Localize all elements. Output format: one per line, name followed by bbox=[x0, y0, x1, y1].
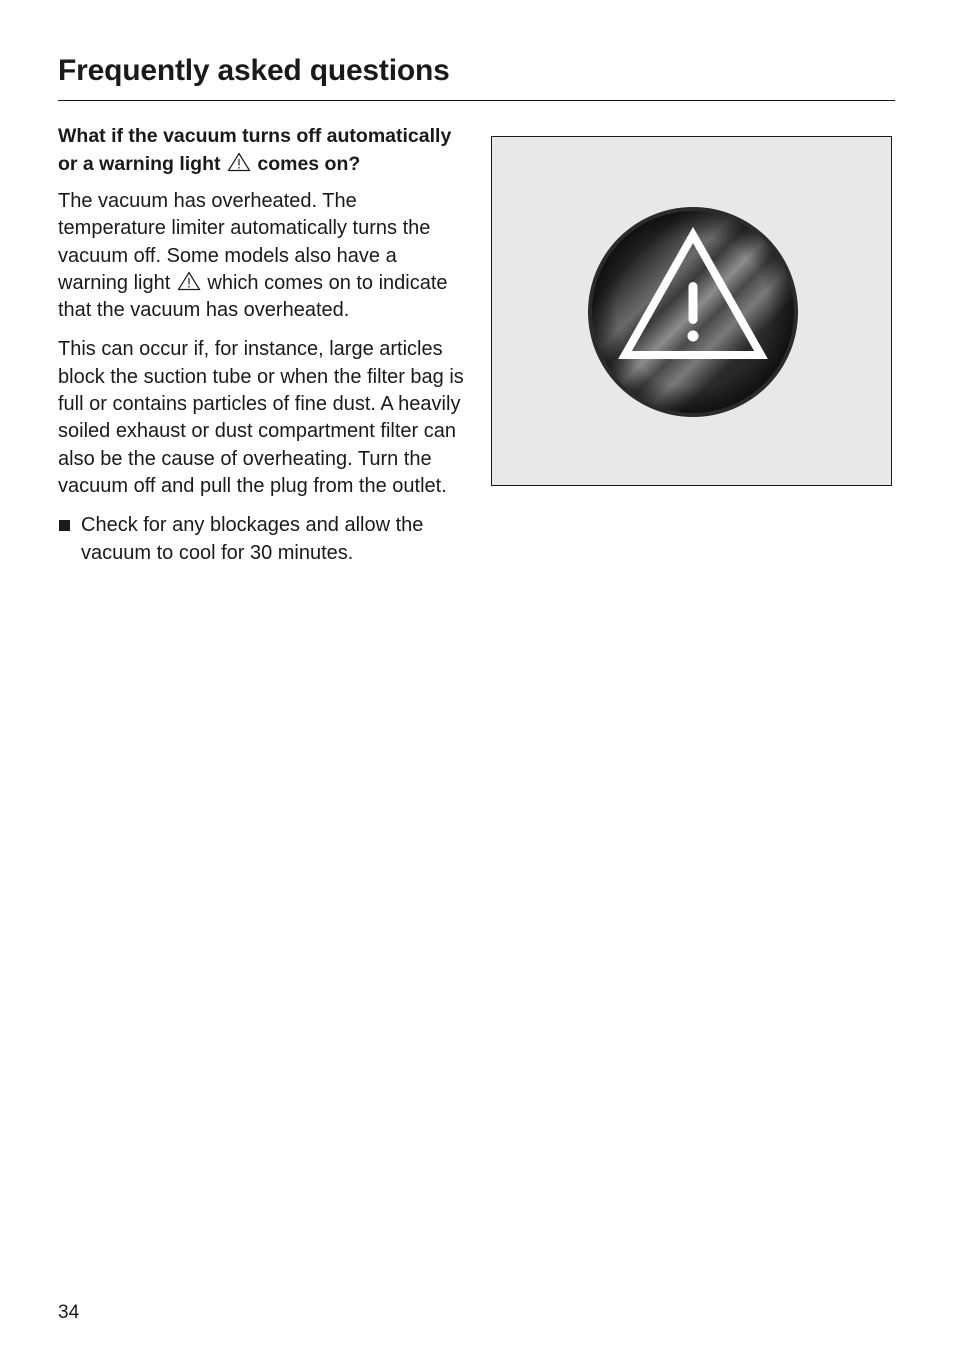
bullet-square-icon bbox=[59, 520, 70, 531]
warning-light-figure bbox=[491, 136, 892, 486]
answer-paragraph-1 bbox=[58, 188, 470, 324]
faq-section bbox=[58, 123, 470, 567]
page-number: 34 bbox=[58, 1302, 80, 1323]
faq-question bbox=[58, 123, 470, 178]
bullet-text: Check for any blockages and allow the vacuum to cool for 30 minutes. bbox=[81, 514, 424, 564]
answer-paragraph-2: This can occur if, for instance, large articles block the suction tube or when the filter bag is full or contains particles of fine dust. A heavily soiled exhaust or dust compartment filter can also be the cause of overheating. Turn the vacuum off and pull the plug from the outlet. bbox=[58, 338, 464, 497]
warning-light-icon bbox=[586, 205, 800, 419]
paragraph-1-text-part2: which comes on to indicate that the vacuum has overheated. bbox=[58, 271, 448, 322]
paragraph-1-text-part1: The vacuum has overheated. The temperature limiter automatically turns the vacuum off. Some models also have a warning light bbox=[58, 190, 431, 294]
list-item bbox=[58, 512, 470, 567]
warning-triangle-icon bbox=[177, 271, 201, 291]
question-text-part2: comes on? bbox=[257, 152, 361, 175]
title-divider bbox=[58, 100, 895, 101]
warning-triangle-icon bbox=[227, 152, 251, 172]
question-text-part1: What if the vacuum turns off automatically or a warning light bbox=[58, 125, 452, 175]
page-title: Frequently asked questions bbox=[58, 54, 450, 87]
